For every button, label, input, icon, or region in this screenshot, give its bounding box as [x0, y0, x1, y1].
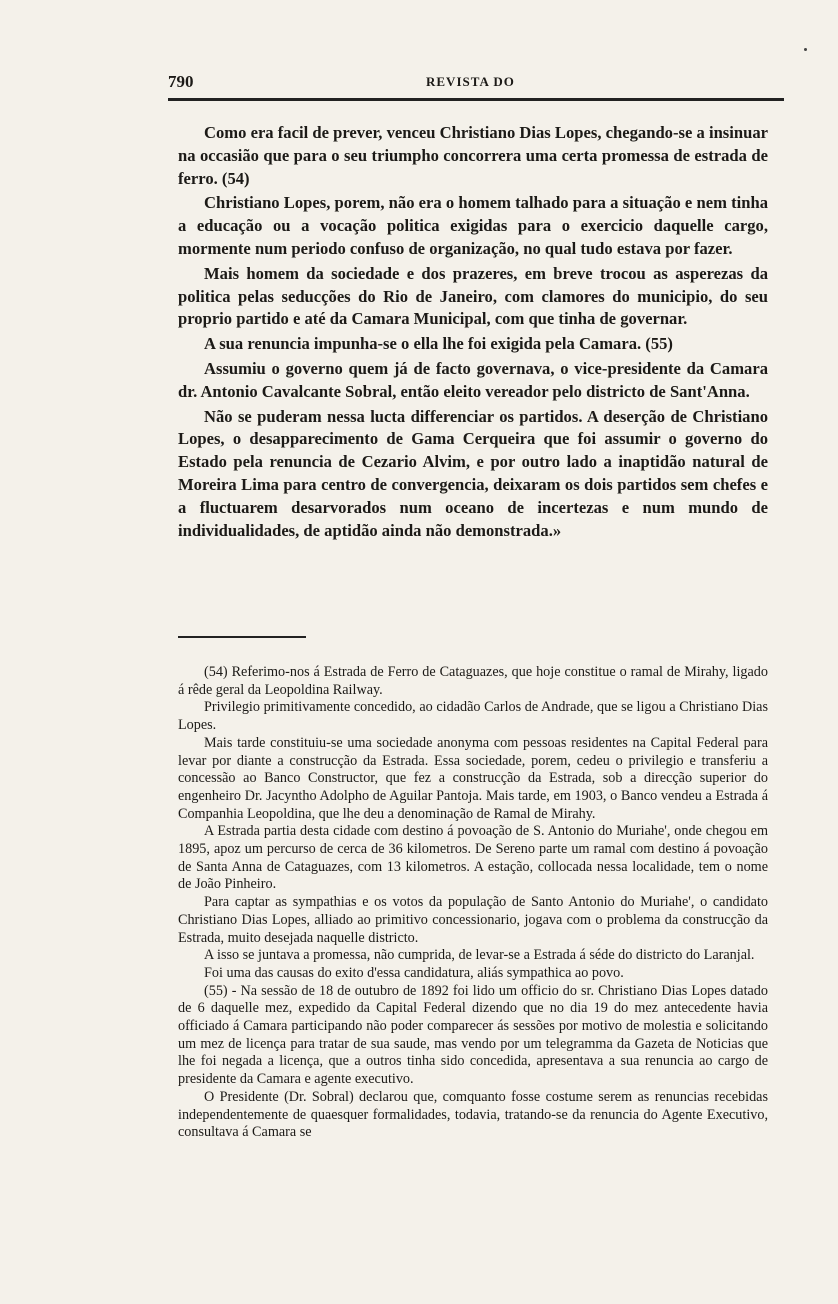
- footnote: Mais tarde constituiu-se uma sociedade anonyma com pessoas residentes na Capital Federal para levar por diante a construcção da Estrada. Essa sociedade, porem, cedeu o privilegio e transferiu a concessão ao Banco Constructor, que fez a construcção da Estrada, sob a direcção superior do engenheiro Dr. Jacyntho Adolpho de Aguilar Pantoja. Mais tarde, em 1903, o Banco vendeu a Estrada á Companhia Leopoldina, que lhe deu a denominação de Ramal de Mirahy.: [178, 734, 768, 822]
- page-header: [168, 72, 784, 96]
- paragraph: Christiano Lopes, porem, não era o homem talhado para a situação e nem tinha a educação ou a vocação politica exigidas para o exercicio daquelle cargo, mormente num periodo confuso de organização, no qual tudo estava por fazer.: [178, 193, 768, 258]
- paragraph: Como era facil de prever, venceu Christiano Dias Lopes, chegando-se a insinuar na occasião que para o seu triumpho concorrera uma certa promessa de estrada de ferro. (54): [178, 123, 768, 188]
- footnote: A Estrada partia desta cidade com destino á povoação de S. Antonio do Muriahe', onde chegou em 1895, apoz um percurso de cerca de 36 kilometros. De Sereno parte um ramal com destino á povoação de Santa Anna de Cataguazes, com 13 kilometros. A estação, collocada nessa localidade, tem o nome de João Pinheiro.: [178, 823, 768, 893]
- footnote: Foi uma das causas do exito d'essa candidatura, aliás sympathica ao povo.: [204, 964, 624, 981]
- paragraph: Assumiu o governo quem já de facto governava, o vice-presidente da Camara dr. Antonio Cavalcante Sobral, então eleito vereador pelo districto de Sant'Anna.: [178, 358, 768, 401]
- footnote: (54) Referimo-nos á Estrada de Ferro de Cataguazes, que hoje constitue o ramal de Mirahy, ligado á rêde geral da Leopoldina Railway.: [178, 664, 768, 698]
- footnote-separator: [178, 636, 306, 638]
- ink-speck: [804, 48, 807, 51]
- paragraph: A sua renuncia impunha-se o ella lhe foi exigida pela Camara. (55): [204, 334, 673, 354]
- paragraph: Mais homem da sociedade e dos prazeres, em breve trocou as asperezas da politica pelas seducções do Rio de Janeiro, com clamores do municipio, do seu proprio partido e até da Camara Municipal, com que tinha de governar.: [178, 263, 768, 329]
- footnote: Para captar as sympathias e os votos da população de Santo Antonio do Muriahe', o candidato Christiano Dias Lopes, alliado ao primitivo concessionario, jogava com o problema da construcção da Estrada, muito desejada naquelle districto.: [178, 894, 768, 946]
- footnote: A isso se juntava a promessa, não cumprida, de levar-se a Estrada á séde do districto do Laranjal.: [204, 947, 755, 964]
- page-number: 790: [168, 72, 194, 91]
- running-title: REVISTA DO: [426, 74, 515, 89]
- paragraph: Não se puderam nessa lucta differenciar os partidos. A deserção de Christiano Lopes, o desapparecimento de Gama Cerqueira que foi assumir o governo do Estado pela renuncia de Cezario Alvim, e por outro lado a inaptidão natural de Moreira Lima para centro de convergencia, deixaram os dois partidos sem chefes e a fluctuarem desarvorados num oceano de incertezas e num mundo de individualidades, de aptidão ainda não demonstrada.»: [178, 406, 768, 540]
- header-rule: [168, 98, 784, 101]
- main-text: [178, 122, 768, 544]
- footnote: (55) - Na sessão de 18 de outubro de 1892 foi lido um officio do sr. Christiano Dias Lopes datado de 6 daquelle mez, expedido da Capital Federal dizendo que no dia 19 do mez antecedente havia officiado á Camara participando não poder comparecer ás sessões por motivo de molestia e solicitando um mez de licença para tratar de sua saude, mas vendo por um telegramma da Gazeta de Noticias que lhe foi negada a licença, que a outros tinha sido concedida, apresentava a sua renuncia ao cargo de presidente da Camara e agente executivo.: [178, 982, 768, 1088]
- footnote: Privilegio primitivamente concedido, ao cidadão Carlos de Andrade, que se ligou a Christiano Dias Lopes.: [178, 699, 768, 734]
- footnote: O Presidente (Dr. Sobral) declarou que, comquanto fosse costume serem as renuncias recebidas independentemente de quaesquer formalidades, todavia, tratando-se da renuncia do Agente Executivo, consultava á Camara se: [178, 1088, 768, 1141]
- footnotes: [178, 664, 768, 1142]
